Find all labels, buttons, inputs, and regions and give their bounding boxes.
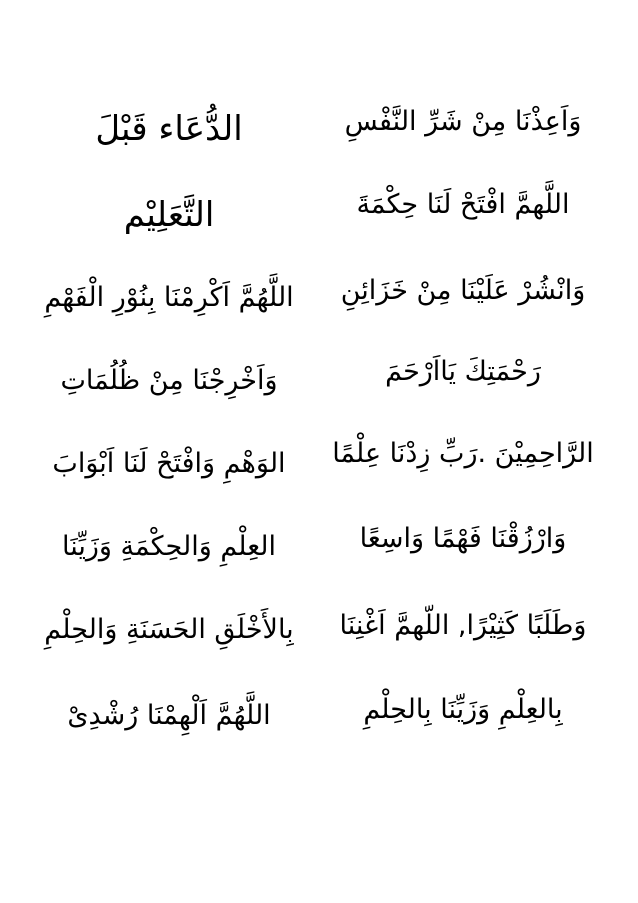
right-line-8: بِالعِلْمِ وَزَيِّنَا بِالحِلْمِ [363, 694, 563, 725]
right-line-7: وَطَلَبًا كَثِيْرًا, اللّهمَّ اَغْنِنَا [339, 610, 587, 641]
right-line-3: وَانْشُرْ عَلَيْنَا مِنْ خَزَائِنِ [340, 275, 586, 306]
left-line-3: الوَهْمِ وَافْتَحْ لَنَا اَبْوَابَ [52, 448, 286, 479]
title-line-1: الدُّعَاء قَبْلَ [95, 109, 243, 149]
left-line-5: بِالأَخْلَقِ الحَسَنَةِ وَالحِلْمِ [44, 614, 294, 645]
left-line-1: اللَّهُمَّ اَكْرِمْنَا بِنُوْرِ الْفَهْمِ [44, 282, 294, 313]
title-line-2: التَّعَلِيْم [123, 195, 215, 235]
left-line-2: وَاَخْرِجْنَا مِنْ ظُلُمَاتِ [60, 365, 278, 396]
right-line-6: وَارْزُقْنَا فَهْمًا وَاسِعًا [359, 523, 567, 554]
left-line-6: اللَّهُمَّ اَلْهِمْنَا رُشْدِىْ [67, 700, 271, 731]
right-column [319, 0, 638, 903]
right-line-4: رَحْمَتِكَ يَااَرْحَمَ [385, 356, 541, 387]
right-line-2: اللَّهمَّ افْتَحْ لَنَا حِكْمَةَ [356, 189, 570, 220]
right-line-5: الرَّاحِمِيْنَ .رَبِّ زِدْنَا عِلْمًا [332, 438, 594, 469]
left-line-4: العِلْمِ وَالحِكْمَةِ وَزَيِّنَا [62, 531, 276, 562]
right-line-1: وَاَعِذْنَا مِنْ شَرِّ النَّفْسِ [344, 106, 582, 137]
